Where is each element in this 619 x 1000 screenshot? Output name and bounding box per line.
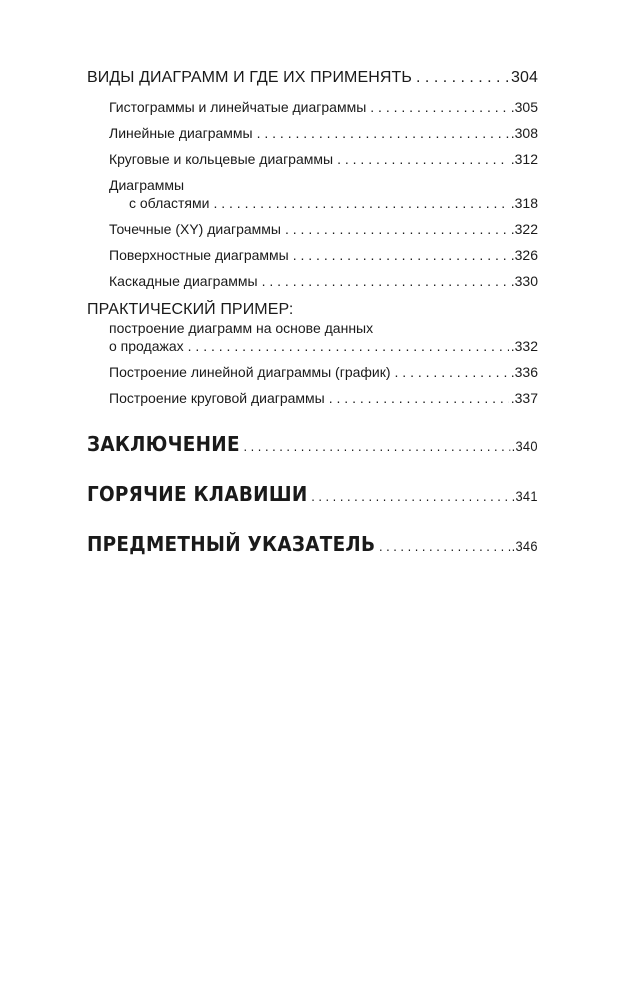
toc-page-number: .332	[510, 338, 538, 354]
toc-page-number: .326	[510, 247, 538, 263]
toc-entry-title: Гистограммы и линейчатые диаграммы	[109, 99, 367, 115]
toc-page-number: .330	[510, 273, 538, 289]
table-of-contents	[87, 68, 538, 559]
toc-entry-title: ГОРЯЧИЕ КЛАВИШИ	[87, 482, 308, 506]
toc-leader-dots	[379, 533, 510, 559]
toc-entry-title: ПРАКТИЧЕСКИЙ ПРИМЕР:	[87, 301, 294, 318]
toc-leader-dots	[337, 150, 509, 168]
toc-leader-dots	[285, 220, 509, 238]
toc-item	[87, 150, 538, 168]
toc-leader-dots	[213, 194, 508, 212]
toc-entry-title: ЗАКЛЮЧЕНИЕ	[87, 432, 240, 456]
toc-item	[87, 220, 538, 238]
toc-entry-title: Линейные диаграммы	[109, 125, 253, 141]
toc-entry-title: Построение линейной диаграммы (график)	[109, 364, 391, 380]
toc-page-number: 304	[511, 69, 538, 86]
toc-leader-dots	[243, 433, 509, 459]
toc-leader-dots	[370, 98, 508, 116]
toc-entry-title-line1: Диаграммы	[109, 177, 185, 193]
toc-item	[87, 389, 538, 407]
toc-page-number: .336	[510, 364, 538, 380]
toc-page-number: .346	[511, 538, 538, 554]
toc-leader-dots	[257, 124, 509, 142]
toc-item	[87, 98, 538, 116]
toc-section-index	[87, 531, 538, 559]
toc-page-number: .312	[510, 151, 538, 167]
toc-leader-dots	[416, 68, 509, 88]
toc-leader-dots	[262, 272, 509, 290]
toc-leader-dots	[188, 337, 509, 355]
toc-leader-dots	[293, 246, 509, 264]
toc-entry-title: Точечные (XY) диаграммы	[109, 221, 281, 237]
toc-page-number: .340	[511, 438, 538, 454]
toc-leader-dots	[329, 389, 509, 407]
toc-leader-dots	[395, 363, 509, 381]
toc-entry-title-line1: построение диаграмм на основе данных	[109, 320, 374, 336]
toc-page-number: .308	[510, 125, 538, 141]
toc-page-number: .305	[510, 99, 538, 115]
toc-item-area-charts	[87, 176, 538, 212]
toc-item	[87, 124, 538, 142]
toc-entry-title: ВИДЫ ДИАГРАММ И ГДЕ ИХ ПРИМЕНЯТЬ	[87, 69, 413, 86]
toc-item	[87, 246, 538, 264]
toc-leader-dots	[311, 483, 510, 509]
toc-item	[87, 363, 538, 381]
toc-section-conclusion	[87, 431, 538, 459]
toc-entry-title: Круговые и кольцевые диаграммы	[109, 151, 334, 167]
toc-entry-title: Поверхностные диаграммы	[109, 247, 289, 263]
toc-page-number: .318	[510, 195, 538, 211]
toc-entry-title: Каскадные диаграммы	[109, 273, 258, 289]
toc-entry-title: ПРЕДМЕТНЫЙ УКАЗАТЕЛЬ	[87, 532, 376, 556]
toc-page-number: .322	[510, 221, 538, 237]
toc-page-number: .337	[510, 390, 538, 406]
toc-entry-row	[87, 194, 538, 212]
toc-chapter-chart-types	[87, 68, 538, 88]
toc-item	[87, 272, 538, 290]
toc-entry-title-line2: о продажах	[109, 338, 184, 354]
toc-entry-title: Построение круговой диаграммы	[109, 390, 325, 406]
toc-entry-row	[87, 337, 538, 355]
toc-entry-title-line2: с областями	[129, 195, 210, 211]
toc-item-sales-data	[87, 320, 538, 355]
toc-section-hotkeys	[87, 481, 538, 509]
toc-page-number: .341	[511, 488, 538, 504]
toc-chapter-practical-example	[87, 300, 538, 320]
